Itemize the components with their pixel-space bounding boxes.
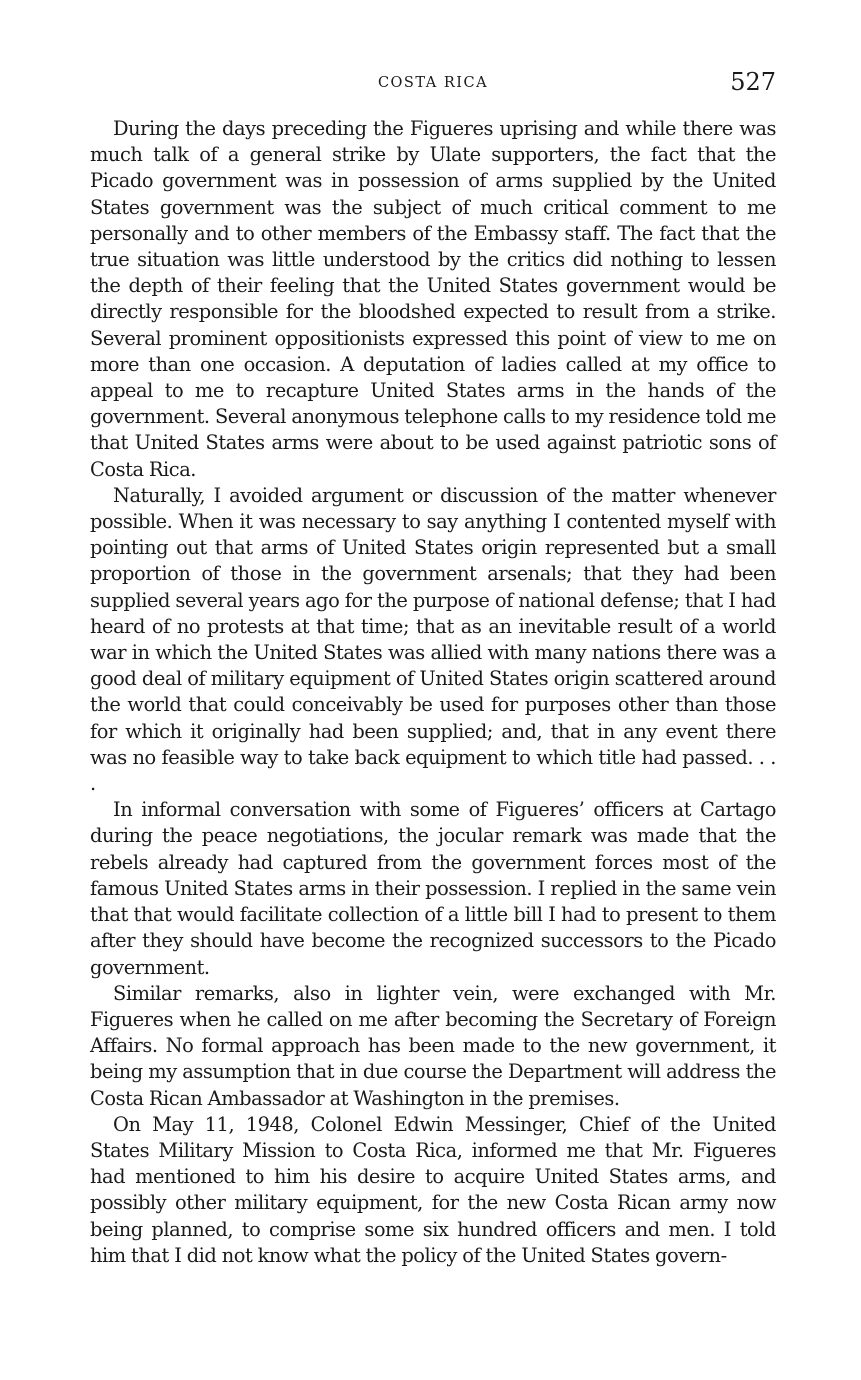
paragraph: Naturally, I avoided argument or discussion of the matter whenever possible. When it was necessary to say anything I contented myself with pointing out that arms of United States origin represented but a small proportion of those in the government arsenals; that they had been supplied several years ago for the purpose of national defense; that I had heard of no protests at that time; that as an inevitable result of a world war in which the United States was allied with many nations there was a good deal of military equipment of United States origin scattered around the world that could conceivably be used for purposes other than those for which it originally had been supplied; and, that in any event there was no feasible way to take back equipment to which title had passed. . . . xyxy=(90,483,776,796)
body-text xyxy=(90,116,776,1269)
paragraph: During the days preceding the Figueres uprising and while there was much talk of a general strike by Ulate supporters, the fact that the Picado government was in possession of arms supplied by the United States government was the subject of much critical comment to me personally and to other members of the Embassy staff. The fact that the true situation was little understood by the critics did nothing to lessen the depth of their feeling that the United States government would be directly responsible for the bloodshed expected to result from a strike. Several prominent oppositionists expressed this point of view to me on more than one occasion. A deputation of ladies called at my office to appeal to me to recapture United States arms in the hands of the government. Several anonymous telephone calls to my residence told me that United States arms were about to be used against patriotic sons of Costa Rica. xyxy=(90,117,776,481)
running-title: COSTA RICA xyxy=(377,75,489,91)
paragraph: Similar remarks, also in lighter vein, were exchanged with Mr. Figueres when he called on me after becoming the Secretary of Foreign Affairs. No formal approach has been made to the new government, it being my assumption that in due course the Department will address the Costa Rican Ambassador at Washington in the premises. xyxy=(90,981,776,1110)
paragraph: On May 11, 1948, Colonel Edwin Messinger, Chief of the United States Military Mission to Costa Rica, informed me that Mr. Figueres had mentioned to him his desire to acquire United States arms, and possibly other military equipment, for the new Costa Rican army now being planned, to comprise some six hundred officers and men. I told him that I did not know what the policy of the United States govern- xyxy=(90,1112,776,1267)
page-number: 527 xyxy=(730,68,776,96)
running-head xyxy=(88,68,778,104)
paragraph: In informal conversation with some of Figueres’ officers at Cartago during the peace negotiations, the jocular remark was made that the rebels already had captured from the government forces most of the famous United States arms in their possession. I replied in the same vein that that would facilitate collection of a little bill I had to present to them after they should have become the recognized successors to the Picado government. xyxy=(90,798,776,979)
